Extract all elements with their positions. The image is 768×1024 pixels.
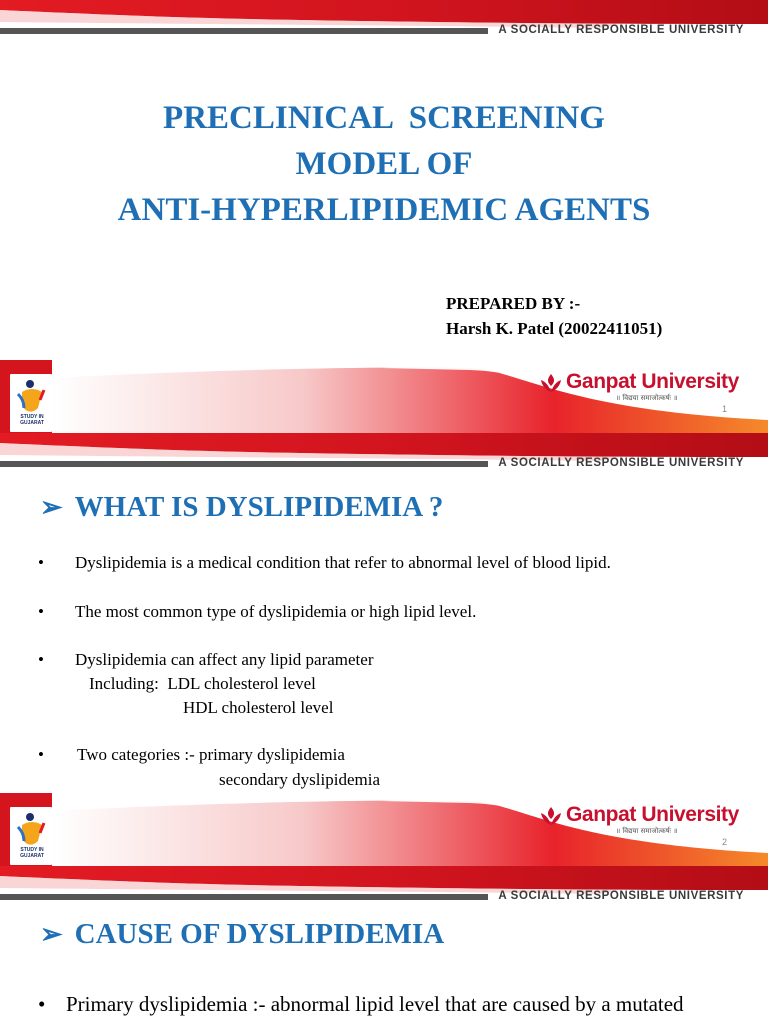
list-item: [38, 600, 476, 624]
list-item: [38, 648, 373, 672]
slide-heading: [40, 491, 443, 524]
sub-item: HDL cholesterol level: [183, 698, 334, 717]
university-motto: ॥ विद्यया समाजोत्कर्षः ॥: [616, 827, 678, 835]
study-logo-line1: STUDY IN: [20, 414, 44, 420]
study-logo-text: [14, 847, 50, 859]
bullet-text: Two categories :- primary dyslipidemia: [77, 745, 345, 764]
study-logo-text: [14, 414, 50, 426]
tagline: A SOCIALLY RESPONSIBLE UNIVERSITY: [498, 890, 744, 902]
ganpat-flame-icon: [538, 372, 564, 394]
slide-2: [0, 433, 768, 866]
bullet-icon: •: [38, 553, 44, 572]
bullet-icon: •: [38, 650, 44, 669]
list-item: [38, 743, 345, 767]
ganpat-flame-icon: [538, 805, 564, 827]
list-item: [38, 551, 611, 575]
tagline: A SOCIALLY RESPONSIBLE UNIVERSITY: [498, 24, 744, 36]
university-motto: ॥ विद्यया समाजोत्कर्षः ॥: [616, 394, 678, 402]
tagline: A SOCIALLY RESPONSIBLE UNIVERSITY: [498, 457, 744, 469]
arrow-bullet-icon: ➢: [40, 919, 63, 949]
page-number: 2: [722, 837, 728, 847]
author-block: [446, 291, 662, 341]
bullet-icon: •: [38, 602, 44, 621]
author-name: Harsh K. Patel (20022411051): [446, 319, 663, 338]
slide-1: [0, 0, 768, 433]
sub-item: Including: LDL cholesterol level: [89, 674, 316, 693]
title-line-3: ANTI-HYPERLIPIDEMIC AGENTS: [117, 192, 651, 228]
university-name: Ganpat University: [566, 803, 739, 826]
heading-text: WHAT IS DYSLIPIDEMIA ?: [74, 491, 444, 523]
presentation-title: [0, 95, 768, 233]
bullet-icon: •: [38, 745, 44, 764]
prepared-by-label: PREPARED BY :-: [446, 294, 581, 313]
title-line-2: MODEL OF: [295, 146, 473, 182]
bullet-icon: •: [38, 992, 46, 1016]
page-number: 1: [722, 404, 728, 414]
slide-heading: [40, 918, 444, 951]
title-line-1: PRECLINICAL SCREENING: [163, 100, 605, 136]
arrow-bullet-icon: ➢: [40, 492, 63, 522]
study-logo-line2: GUJARAT: [20, 420, 44, 426]
bullet-text: Primary dyslipidemia :- abnormal lipid level that are caused by a mutated: [66, 992, 684, 1016]
slide-3: [0, 866, 768, 1024]
list-item: [38, 992, 684, 1016]
university-name: Ganpat University: [566, 370, 739, 393]
study-logo-line2: GUJARAT: [20, 853, 44, 859]
bullet-text: Dyslipidemia can affect any lipid parameter: [75, 650, 374, 669]
heading-text: CAUSE OF DYSLIPIDEMIA: [74, 918, 445, 950]
bullet-text: Dyslipidemia is a medical condition that refer to abnormal level of blood lipid.: [75, 553, 611, 572]
sub-item: secondary dyslipidemia: [219, 770, 380, 789]
study-logo-line1: STUDY IN: [20, 847, 44, 853]
bullet-text: The most common type of dyslipidemia or high lipid level.: [75, 602, 477, 621]
